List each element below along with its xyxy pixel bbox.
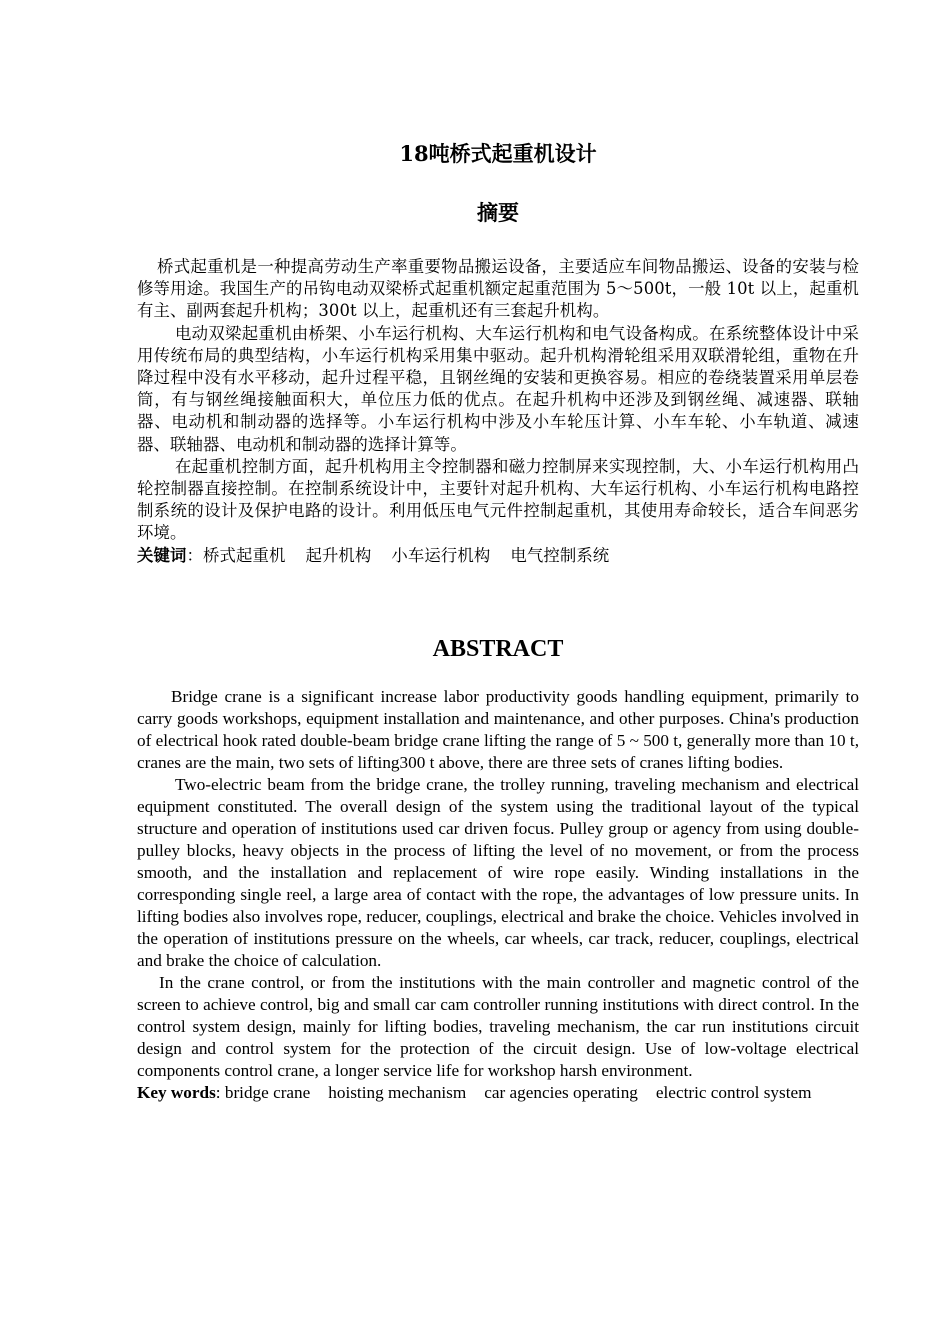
english-keyword: electric control system [655,1083,812,1102]
english-keywords-line [137,1082,859,1104]
document-title: 18吨桥式起重机设计 [399,141,597,166]
chinese-abstract-paragraph: 电动双梁起重机由桥架、小车运行机构、大车运行机构和电气设备构成。在系统整体设计中采用传统布局的典型结构，小车运行机构采用集中驱动。起升机构滑轮组采用双联滑轮组，重物在升降过程中没有水平移动，起升过程平稳，且钢丝绳的安装和更换容易。相应的卷绕装置采用单层卷筒，有与钢丝绳接触面积大，单位压力低的优点。在起升机构中还涉及到钢丝绳、减速器、联轴器、电动机和制动器的选择等。小车运行机构中涉及小车轮压计算、小车车轮、小车轨道、减速器、联轴器、电动机和制动器的选择计算等。 [137,323,859,454]
english-abstract-paragraph: In the crane control, or from the institutions with the main controller and magnetic control of the screen to achieve control, big and small car cam controller running institutions with direct control. In the control system design, mainly for lifting bodies, traveling mechanism, the car run institutions circuit design and control system for the protection of the circuit design. Use of low-voltage electrical components control crane, a longer service life for workshop harsh environment. [137,973,859,1080]
chinese-keyword: 电气控制系统 [510,545,610,565]
english-keywords-label: Key words [137,1083,216,1102]
chinese-keywords-label: 关键词 [137,545,187,565]
english-keywords-separator: : [215,1083,221,1102]
chinese-keyword: 小车运行机构 [391,545,491,565]
chinese-abstract-paragraph: 桥式起重机是一种提高劳动生产率重要物品搬运设备，主要适应车间物品搬运、设备的安装与检修等用途。我国生产的吊钩电动双梁桥式起重机额定起重范围为 5～500t，一般 10t 以上，起重机有主、副两套起升机构；300t 以上，起重机还有三套起升机构。 [137,257,859,321]
english-keyword: car agencies operating [484,1083,638,1102]
chinese-keywords-line [137,545,859,567]
chinese-abstract-paragraph: 在起重机控制方面，起升机构用主令控制器和磁力控制屏来实现控制，大、小车运行机构用凸轮控制器直接控制。在控制系统设计中，主要针对起升机构、大车运行机构、小车运行机构电路控制系统的设计及保护电路的设计。利用低压电气元件控制起重机，其使用寿命较长，适合车间恶劣环境。 [137,456,859,543]
chinese-abstract-body [137,256,859,567]
chinese-keyword: 桥式起重机 [202,545,286,565]
english-abstract-paragraph: Two-electric beam from the bridge crane, the trolley running, traveling mechanism and electrical equipment constituted. The overall design of the system using the traditional layout of the typical structure and operation of institutions used car driven focus. Pulley group or agency from using double-pulley blocks, heavy objects in the process of lifting the level of no movement, or from the process smooth, and the installation and replacement of wire rope easily. Winding installations in the corresponding single reel, a large area of contact with the rope, the advantages of low pressure units. In lifting bodies also involves rope, reducer, couplings, electrical and brake the choice. Vehicles involved in the operation of institutions pressure on the wheels, car wheels, car track, reducer, couplings, electrical and brake the choice of calculation. [137,775,859,970]
english-abstract-body [137,686,859,1104]
english-abstract-paragraph: Bridge crane is a significant increase labor productivity goods handling equipment, primarily to carry goods workshops, equipment installation and maintenance, and other purposes. China's production of electrical hook rated double-beam bridge crane lifting the range of 5 ~ 500 t, generally more than 10 t, cranes are the main, two sets of lifting300 t above, there are three sets of cranes lifting bodies. [137,687,859,772]
chinese-keywords-separator: ： [186,545,203,565]
english-keyword: hoisting mechanism [328,1083,467,1102]
chinese-keyword: 起升机构 [305,545,372,565]
english-abstract-heading: ABSTRACT [432,636,564,662]
chinese-abstract-heading: 摘要 [477,200,519,225]
english-keyword: bridge crane [224,1083,311,1102]
